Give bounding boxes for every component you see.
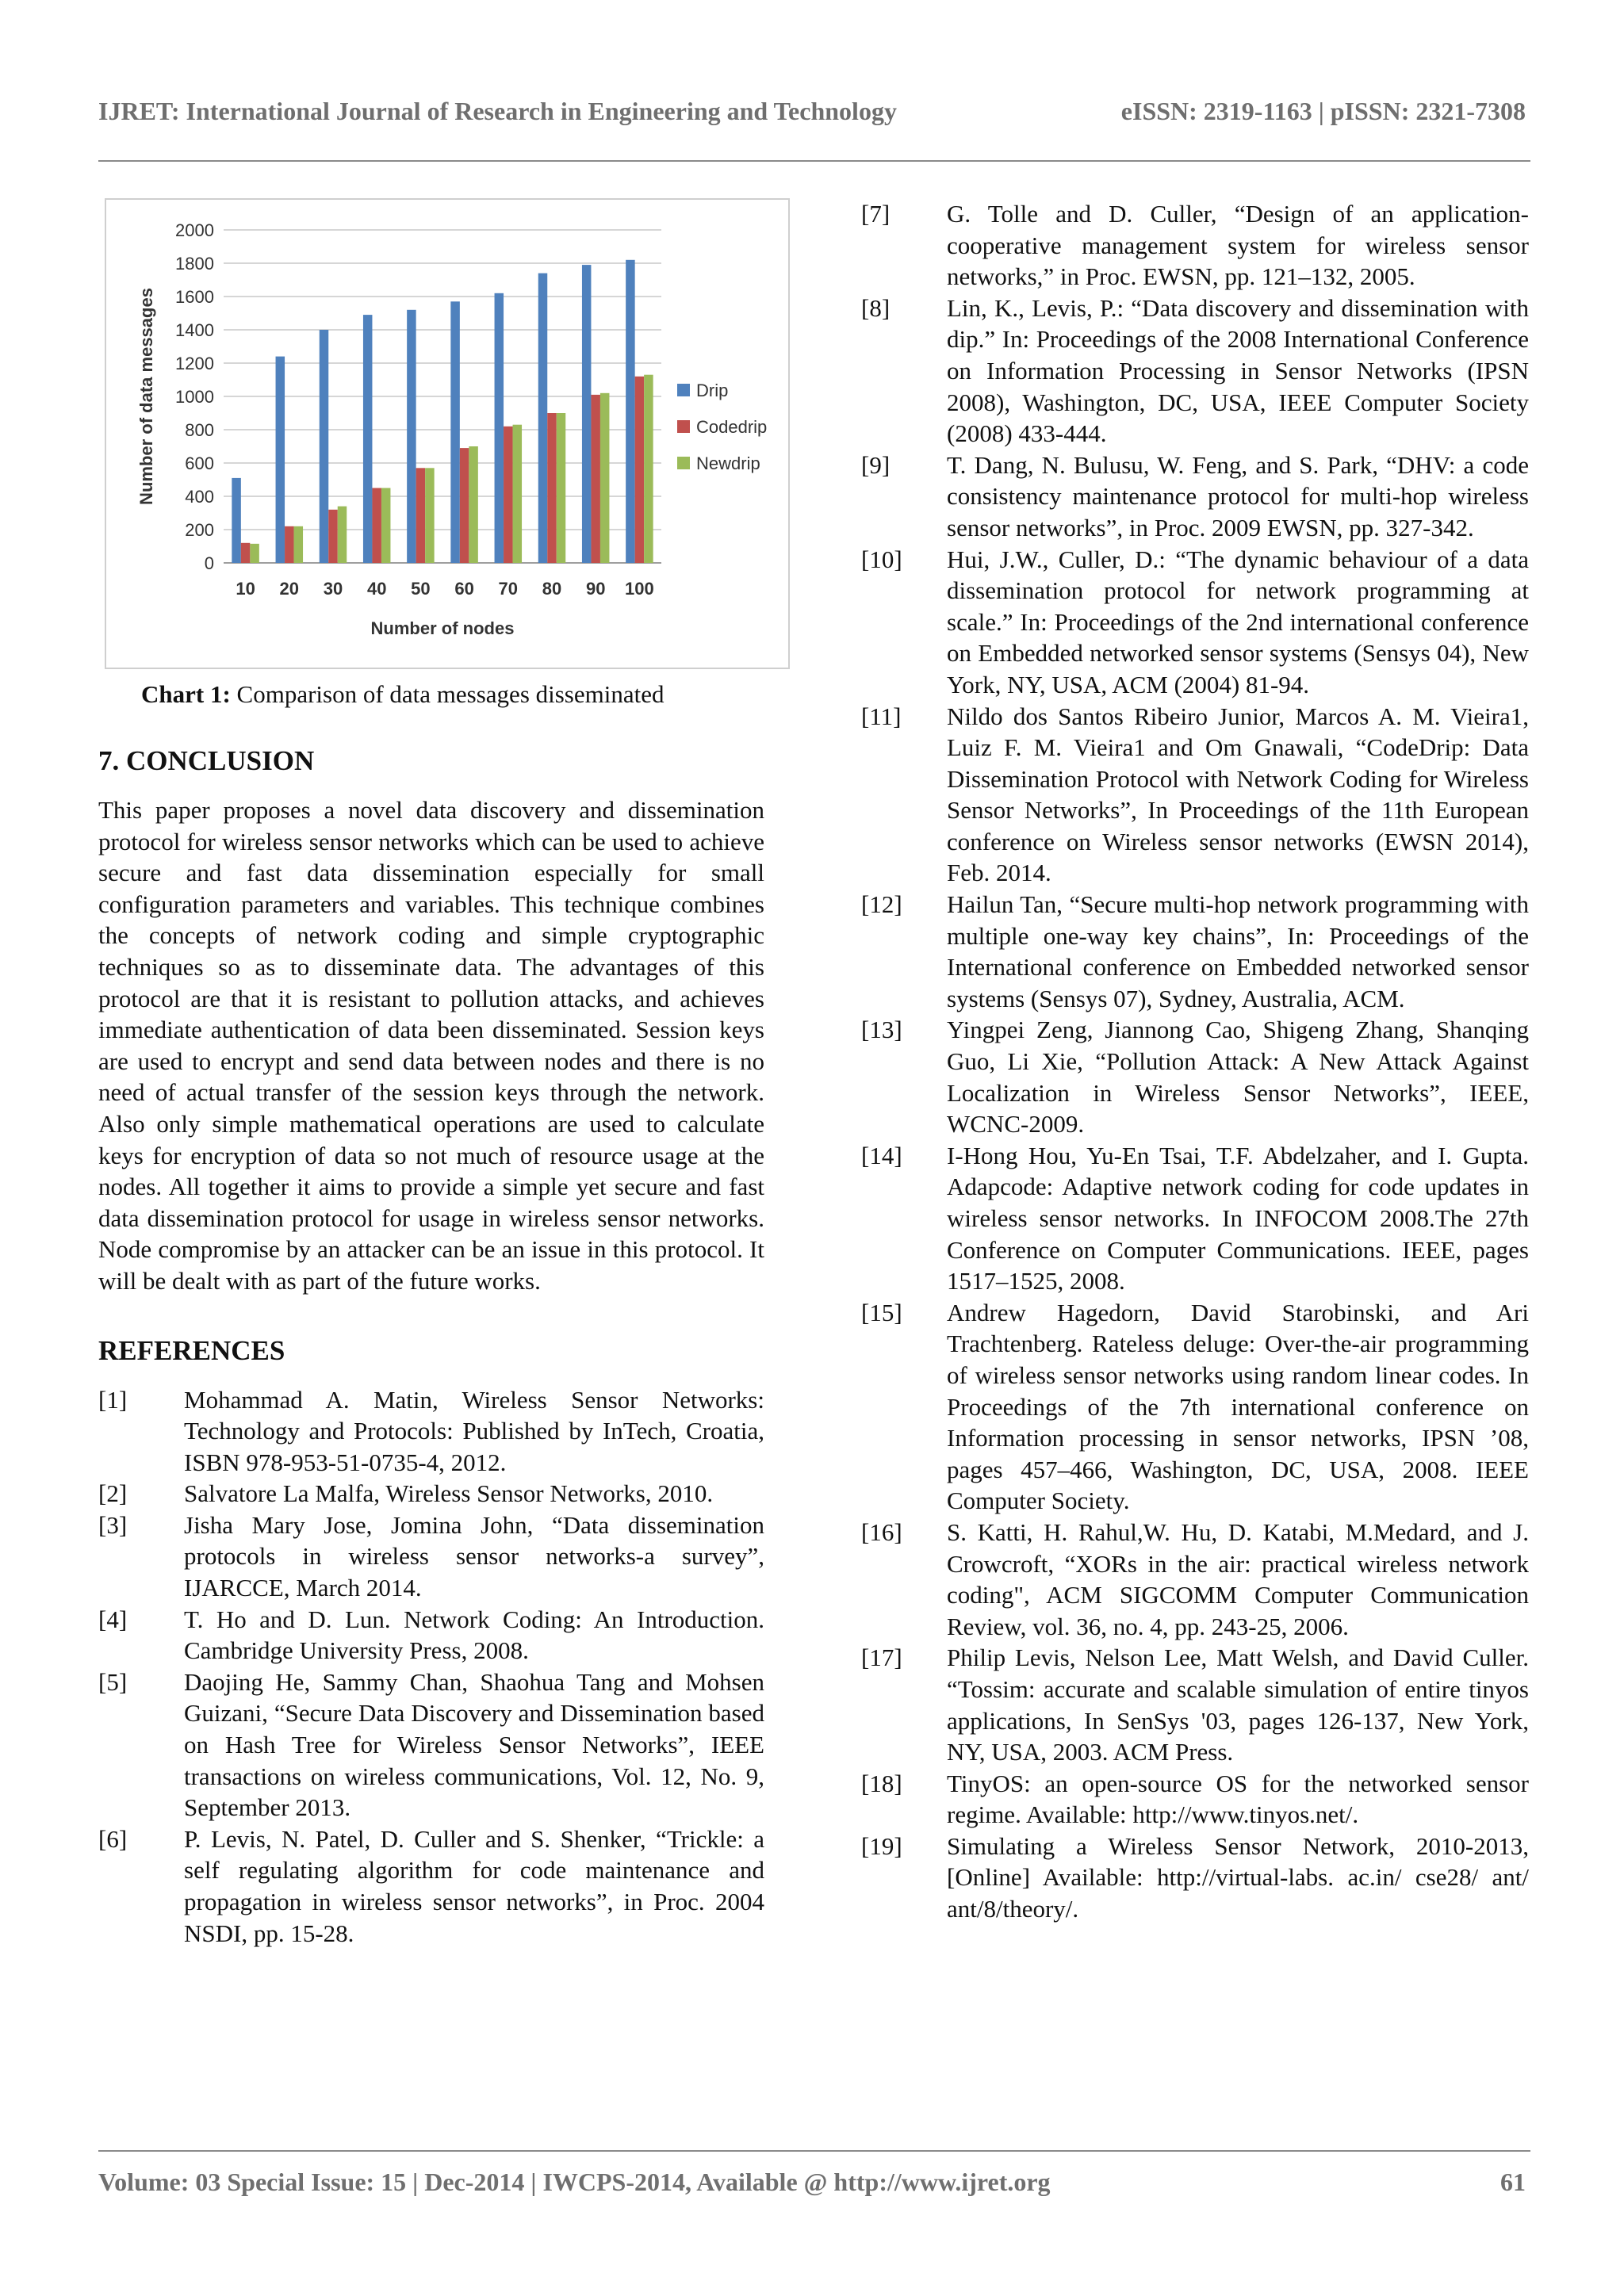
reference-number: [3] [98, 1510, 128, 1539]
bar-drip [538, 274, 548, 563]
reference-text: Lin, K., Levis, P.: “Data discovery and dissemination with dip.” In: Proceedings of the 2008 International Conference on Information Processing in Sensor Networks (IPSN 2008), Washington, DC, USA, IEEE Computer Society (2008) 433-444. [947, 293, 1529, 448]
y-tick-label: 1800 [175, 254, 214, 274]
chart-caption [98, 679, 764, 710]
y-tick-label: 1400 [175, 320, 214, 340]
bar-newdrip [557, 413, 566, 563]
chart-figure [105, 198, 790, 669]
legend-swatch [677, 384, 690, 396]
bar-drip [582, 265, 592, 563]
legend-label: Drip [696, 381, 729, 400]
legend-label: Newdrip [696, 453, 760, 473]
reference-item [98, 1510, 764, 1604]
reference-number: [14] [861, 1141, 902, 1169]
reference-text: P. Levis, N. Patel, D. Culler and S. Shenker, “Trickle: a self regulating algorithm for code maintenance and propagation in wireless sensor networks”, in Proc. 2004 NSDI, pp. 15-28. [184, 1824, 764, 1947]
bar-newdrip [294, 526, 304, 563]
y-axis-title: Number of data messages [136, 288, 156, 505]
bar-drip [407, 310, 416, 563]
reference-item [98, 1384, 764, 1479]
journal-title: IJRET: International Journal of Research in Engineering and Technology [98, 97, 897, 125]
footer-text: Volume: 03 Special Issue: 15 | Dec-2014 | IWCPS-2014, Available @ http://www.ijret.org [98, 2168, 1051, 2196]
x-tick-label: 70 [498, 579, 519, 599]
y-tick-label: 1200 [175, 354, 214, 373]
x-tick-label: 40 [366, 579, 387, 599]
reference-number: [10] [861, 545, 902, 573]
bar-newdrip [513, 425, 523, 563]
x-axis-title: Number of nodes [370, 618, 515, 638]
x-tick-label: 20 [279, 579, 300, 599]
page-footer [98, 2168, 1526, 2199]
reference-number: [7] [861, 200, 891, 228]
reference-item [861, 1297, 1529, 1517]
bar-newdrip [338, 507, 347, 563]
reference-number: [9] [861, 450, 891, 479]
y-tick-label: 800 [185, 420, 214, 440]
reference-item [861, 450, 1529, 544]
bar-chart [106, 200, 788, 668]
chart-caption-label: Chart 1: [141, 680, 231, 708]
reference-item [861, 544, 1529, 701]
reference-number: [11] [861, 702, 902, 730]
reference-number: [2] [98, 1479, 128, 1508]
left-column [98, 198, 768, 1949]
legend-label: Codedrip [696, 417, 768, 437]
bar-codedrip [635, 377, 645, 563]
legend-swatch [677, 420, 690, 433]
reference-text: Hailun Tan, “Secure multi-hop network programming with multiple one-way key chains”, In: Proceedings of the International conference on Embedded networked sensor systems (Sensys 07), Sydney, Australia, ACM. [947, 890, 1529, 1012]
reference-number: [1] [98, 1385, 128, 1414]
page-number: 61 [1500, 2168, 1526, 2196]
reference-item [98, 1823, 764, 1949]
reference-text: I-Hong Hou, Yu-En Tsai, T.F. Abdelzaher, and I. Gupta. Adapcode: Adaptive network coding for code updates in wireless sensor networks. In INFOCOM 2008.The 27th Conference on Computer Communications. IEEE, pages 1517–1525, 2008. [947, 1141, 1529, 1295]
reference-item [861, 1831, 1529, 1925]
references-heading: REFERENCES [98, 1334, 285, 1366]
bar-drip [232, 478, 241, 563]
references-list-right [861, 198, 1529, 1925]
x-tick-label: 10 [236, 579, 255, 599]
footer-rule [98, 2150, 1530, 2152]
reference-text: T. Dang, N. Bulusu, W. Feng, and S. Park, “DHV: a code consistency maintenance protocol for multi-hop wireless sensor networks”, in Proc. 2009 EWSN, pp. 327-342. [947, 450, 1529, 541]
bar-codedrip [547, 413, 557, 563]
reference-number: [5] [98, 1667, 128, 1696]
header-rule [98, 160, 1530, 162]
bar-newdrip [600, 393, 610, 563]
x-tick-label: 50 [411, 579, 431, 599]
reference-item [98, 1667, 764, 1823]
y-tick-label: 1000 [175, 387, 214, 407]
reference-text: T. Ho and D. Lun. Network Coding: An Introduction. Cambridge University Press, 2008. [184, 1605, 764, 1665]
x-tick-label: 30 [323, 579, 343, 599]
reference-text: Salvatore La Malfa, Wireless Sensor Networks, 2010. [184, 1479, 714, 1508]
reference-number: [6] [98, 1824, 128, 1853]
reference-text: S. Katti, H. Rahul,W. Hu, D. Katabi, M.Medard, and J. Crowcroft, “XORs in the air: practical wireless network coding", ACM SIGCOMM Computer Communication Review, vol. 36, no. 4, pp. 243-25, 2006. [947, 1517, 1529, 1640]
bar-drip [626, 260, 635, 563]
reference-item [861, 293, 1529, 450]
issn-text: eISSN: 2319-1163 | pISSN: 2321-7308 [1120, 97, 1526, 125]
legend-swatch [677, 457, 690, 469]
conclusion-text: This paper proposes a novel data discovery and dissemination protocol for wireless sensor networks which can be used to achieve secure and fast data dissemination especially for small configuration parameters and variables. This technique combines the concepts of network coding and simple cryptographic techniques so as to disseminate data. The advantages of this protocol are that it is resistant to pollution attacks, and achieves immediate authentication of data been disseminated. Session keys are used to encrypt and send data between nodes and there is no need of actual transfer of the session keys through the network. Also only simple mathematical operations are used to calculate keys for encryption of data so not much of resource usage at the nodes. All together it aims to provide a simple yet secure and fast data dissemination protocol for usage in wireless sensor networks. Node compromise by an attacker can be an issue in this protocol. It will be dealt with as part of the future works. [98, 796, 764, 1295]
reference-number: [19] [861, 1831, 902, 1860]
reference-text: TinyOS: an open-source OS for the networked sensor regime. Available: http://www.tinyos.net/. [947, 1769, 1529, 1829]
bar-codedrip [241, 543, 251, 563]
bar-newdrip [644, 375, 653, 563]
reference-text: G. Tolle and D. Culler, “Design of an application-cooperative management system for wireless sensor networks,” in Proc. EWSN, pp. 121–132, 2005. [947, 200, 1529, 291]
bar-drip [450, 301, 460, 563]
chart-caption-text: Comparison of data messages disseminated [230, 680, 665, 708]
reference-text: Mohammad A. Matin, Wireless Sensor Networks: Technology and Protocols: Published by InTech, Croatia, ISBN 978-953-51-0735-4, 2012. [184, 1385, 764, 1476]
bar-drip [363, 315, 373, 563]
reference-text: Nildo dos Santos Ribeiro Junior, Marcos A. M. Vieira1, Luiz F. M. Vieira1 and Om Gnawali, “CodeDrip: Data Dissemination Protocol with Network Coding for Wireless Sensor Networks”, In Proceedings of the 11th European conference on Wireless sensor networks (EWSN 2014), Feb. 2014. [947, 702, 1529, 887]
x-tick-label: 60 [454, 579, 474, 599]
bar-codedrip [285, 526, 294, 563]
reference-item [861, 1014, 1529, 1139]
x-tick-label: 80 [542, 579, 562, 599]
references-list-left [98, 1384, 764, 1950]
reference-item [861, 198, 1529, 293]
bar-codedrip [372, 488, 381, 564]
reference-number: [17] [861, 1644, 902, 1672]
reference-text: Philip Levis, Nelson Lee, Matt Welsh, and David Culler. “Tossim: accurate and scalable simulation of entire tinyos applications, In SenSys '03, pages 126-137, New York, NY, USA, 2003. ACM Press. [947, 1644, 1529, 1766]
reference-item [98, 1604, 764, 1667]
y-tick-label: 600 [185, 453, 214, 473]
x-tick-label: 90 [585, 579, 606, 599]
page-header [98, 97, 1526, 128]
x-tick-label: 100 [625, 579, 654, 599]
reference-item [861, 1642, 1529, 1767]
y-tick-label: 0 [204, 553, 214, 573]
bar-codedrip [591, 395, 600, 563]
bar-newdrip [469, 446, 478, 563]
reference-number: [8] [861, 293, 891, 322]
right-column [861, 198, 1529, 1925]
reference-text: Daojing He, Sammy Chan, Shaohua Tang and Mohsen Guizani, “Secure Data Discovery and Dissemination based on Hash Tree for Wireless Sensor Networks”, IEEE transactions on wireless communications, Vol. 12, No. 9, September 2013. [184, 1667, 764, 1822]
bar-drip [495, 293, 504, 563]
conclusion-heading: 7. CONCLUSION [98, 745, 315, 776]
bar-codedrip [460, 448, 469, 563]
y-tick-label: 400 [185, 487, 214, 507]
reference-item [861, 1140, 1529, 1297]
reference-item [861, 889, 1529, 1014]
reference-text: Simulating a Wireless Sensor Network, 2010-2013, [Online] Available: http://virtual-labs. ac.in/ cse28/ ant/ ant/8/theory/. [947, 1831, 1529, 1923]
reference-number: [12] [861, 890, 902, 919]
reference-text: Jisha Mary Jose, Jomina John, “Data dissemination protocols in wireless sensor networks-a survey”, IJARCCE, March 2014. [184, 1510, 764, 1602]
reference-number: [16] [861, 1517, 902, 1546]
reference-number: [4] [98, 1605, 128, 1633]
bar-codedrip [504, 427, 513, 563]
bar-codedrip [416, 468, 426, 563]
bar-codedrip [328, 510, 338, 563]
reference-item [861, 701, 1529, 890]
bar-newdrip [425, 468, 435, 563]
reference-text: Yingpei Zeng, Jiannong Cao, Shigeng Zhang, Shanqing Guo, Li Xie, “Pollution Attack: A New Attack Against Localization in Wireless Sensor Networks”, IEEE, WCNC-2009. [947, 1016, 1529, 1138]
bar-newdrip [381, 488, 391, 564]
reference-text: Andrew Hagedorn, David Starobinski, and Ari Trachtenberg. Rateless deluge: Over-the-air programming of wireless sensor networks using random linear codes. In Proceedings of the 7th international conference on Information processing in sensor networks, IPSN ’08, pages 457–466, Washington, DC, USA, 2008. IEEE Computer Society. [947, 1298, 1529, 1515]
y-tick-label: 1600 [175, 287, 214, 307]
y-tick-label: 2000 [175, 220, 214, 240]
reference-number: [15] [861, 1298, 902, 1326]
reference-item [861, 1517, 1529, 1642]
reference-text: Hui, J.W., Culler, D.: “The dynamic behaviour of a data dissemination protocol for network programming at scale.” In: Proceedings of the 2nd international conference on Embedded networked sensor systems (Sensys 04), New York, NY, USA, ACM (2004) 81-94. [947, 545, 1529, 698]
reference-number: [13] [861, 1016, 902, 1044]
reference-item [98, 1478, 764, 1510]
y-tick-label: 200 [185, 520, 214, 540]
bar-drip [320, 330, 329, 563]
reference-item [861, 1768, 1529, 1831]
bar-drip [276, 357, 285, 563]
bar-newdrip [250, 544, 259, 563]
reference-number: [18] [861, 1769, 902, 1797]
